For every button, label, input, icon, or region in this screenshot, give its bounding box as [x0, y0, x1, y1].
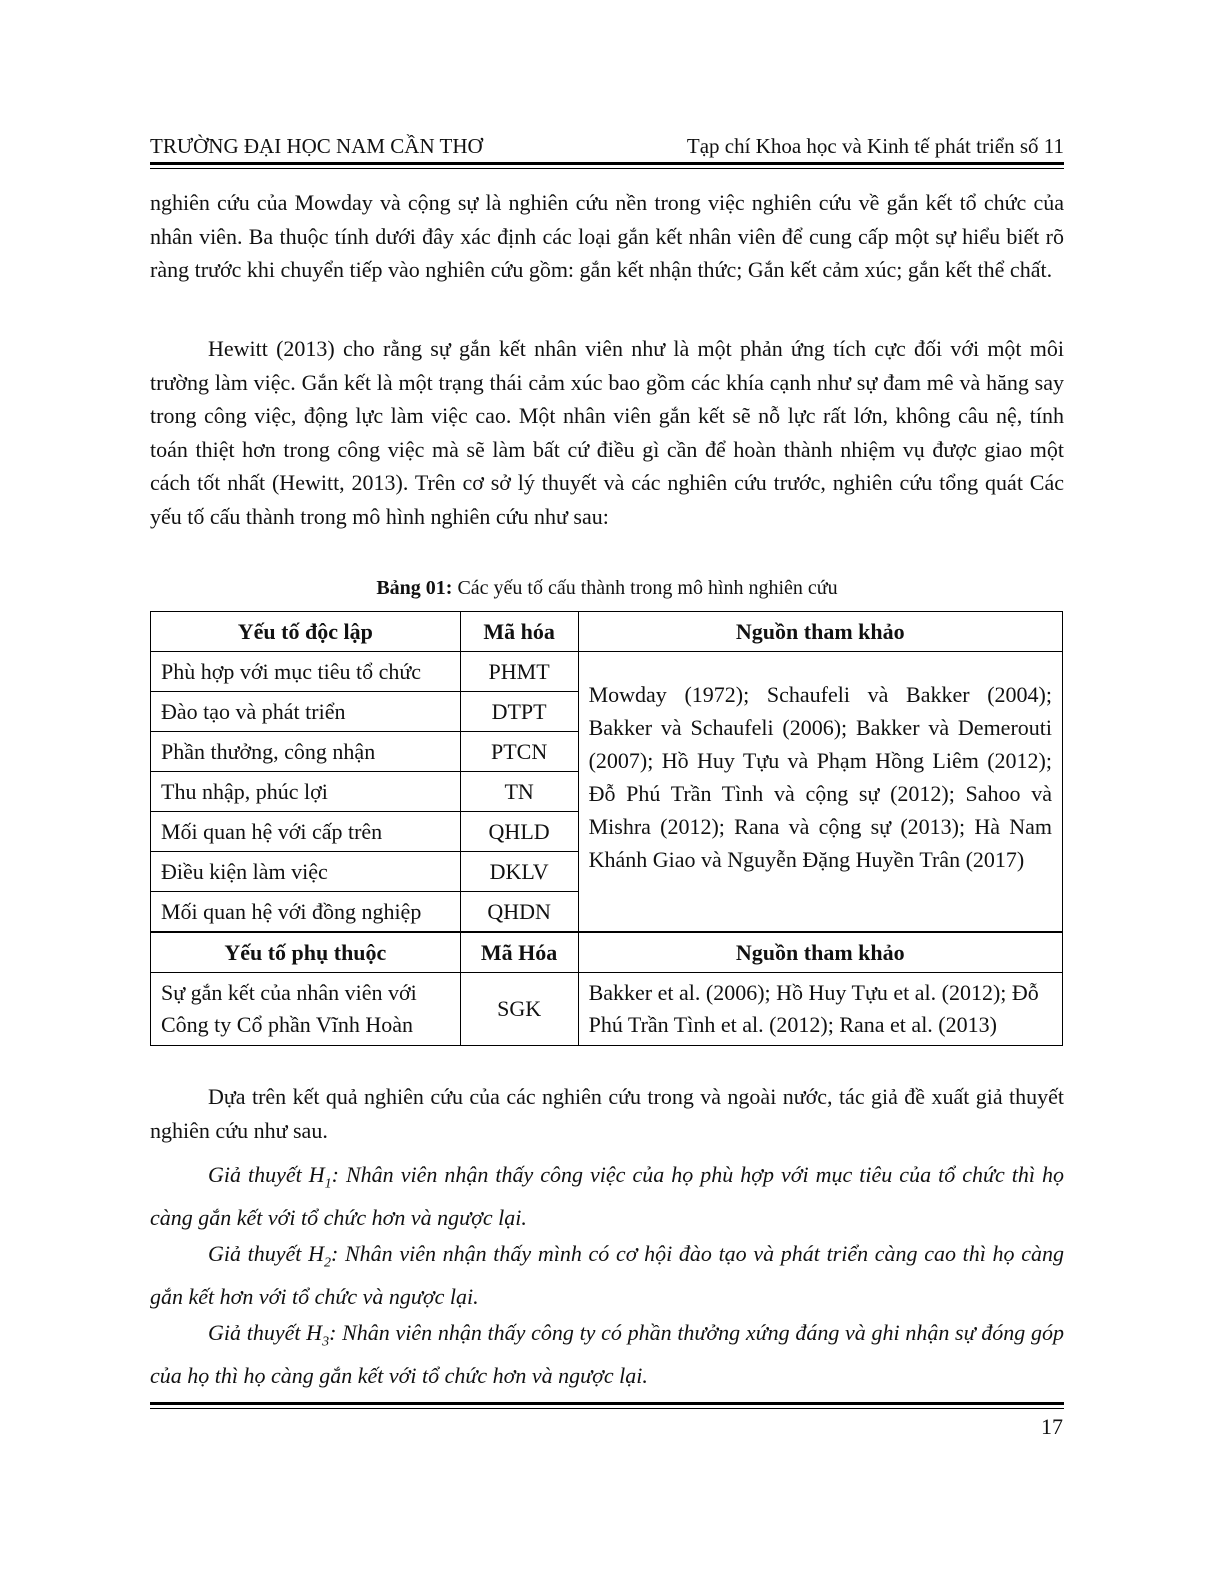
factor-cell: Đào tạo và phát triển: [151, 692, 461, 732]
code-cell: PTCN: [460, 732, 578, 772]
dependent-code-cell: SGK: [460, 973, 578, 1046]
code-cell: TN: [460, 772, 578, 812]
table-header-row-2: [151, 932, 1063, 973]
th-independent-factor: Yếu tố độc lập: [151, 612, 461, 652]
th-references-2: Nguồn tham khảo: [578, 932, 1062, 973]
page-number: 17: [1041, 1414, 1063, 1439]
th-code-2: Mã Hóa: [460, 932, 578, 973]
references-cell: Mowday (1972); Schaufeli và Bakker (2004); Bakker và Schaufeli (2006); Bakker và Demerouti (2007); Hồ Huy Tựu và Phạm Hồng Liêm (2012); Đỗ Phú Trần Tình và cộng sự (2012); Sahoo và Mishra (2012); Rana và cộng sự (2013); Hà Nam Khánh Giao và Nguyễn Đặng Huyền Trân (2017): [578, 652, 1062, 933]
dependent-factor-cell: Sự gắn kết của nhân viên với Công ty Cổ phần Vĩnh Hoàn: [151, 973, 461, 1046]
factor-cell: Điều kiện làm việc: [151, 852, 461, 892]
code-cell: DKLV: [460, 852, 578, 892]
dependent-references-cell: Bakker et al. (2006); Hồ Huy Tựu et al. (2012); Đỗ Phú Trần Tình et al. (2012); Rana et al. (2013): [578, 973, 1062, 1046]
th-references: Nguồn tham khảo: [578, 612, 1062, 652]
hypothesis-2-text: : Nhân viên nhận thấy mình có cơ hội đào tạo và phát triển càng cao thì họ càng gắn kết hơn với tổ chức và ngược lại.: [150, 1241, 1064, 1309]
factor-cell: Thu nhập, phúc lợi: [151, 772, 461, 812]
hypothesis-1: [150, 1158, 1064, 1234]
paragraph-1: nghiên cứu của Mowday và cộng sự là nghiên cứu nền trong việc nghiên cứu về gắn kết tổ chức của nhân viên. Ba thuộc tính dưới đây xác định các loại gắn kết nhân viên để cung cấp một sự hiểu biết rõ ràng trước khi chuyển tiếp vào nghiên cứu gồm: gắn kết nhận thức; Gắn kết cảm xúc; gắn kết thể chất.: [150, 190, 1064, 282]
paragraph-2: Hewitt (2013) cho rằng sự gắn kết nhân viên như là một phản ứng tích cực đối với một môi trường làm việc. Gắn kết là một trạng thái cảm xúc bao gồm các khía cạnh như sự đam mê và hăng say trong công việc, động lực làm việc cao. Một nhân viên gắn kết sẽ nỗ lực rất lớn, không câu nệ, tính toán thiệt hơn trong công việc mà sẽ làm bất cứ điều gì cần để hoàn thành nhiệm vụ được giao một cách tốt nhất (Hewitt, 2013). Trên cơ sở lý thuyết và các nghiên cứu trước, nghiên cứu tổng quát Các yếu tố cấu thành trong mô hình nghiên cứu như sau:: [150, 336, 1064, 529]
factor-cell: Mối quan hệ với cấp trên: [151, 812, 461, 852]
header-university: TRƯỜNG ĐẠI HỌC NAM CẦN THƠ: [150, 134, 483, 158]
table-caption-text: Các yếu tố cấu thành trong mô hình nghiên cứu: [452, 577, 838, 599]
header-rule-thin: [150, 168, 1064, 169]
factors-table: [150, 611, 1063, 1046]
hypothesis-2-prefix: Giả thuyết H: [208, 1241, 324, 1266]
hypothesis-3-text: : Nhân viên nhận thấy công ty có phần thưởng xứng đáng và ghi nhận sự đóng góp của họ thì họ càng gắn kết với tổ chức hơn và ngược lại.: [150, 1320, 1064, 1388]
header-journal: Tạp chí Khoa học và Kinh tế phát triển số 11: [686, 134, 1064, 158]
hypothesis-2-subscript: 2: [323, 1255, 331, 1271]
table-row: [151, 652, 1063, 692]
th-dependent-factor: Yếu tố phụ thuộc: [151, 932, 461, 973]
header-rule: [150, 162, 1064, 165]
code-cell: PHMT: [460, 652, 578, 692]
hypothesis-3: [150, 1316, 1064, 1392]
running-header: [150, 130, 1064, 162]
factor-cell: Phần thưởng, công nhận: [151, 732, 461, 772]
hypothesis-3-prefix: Giả thuyết H: [208, 1320, 323, 1345]
table-caption-label: Bảng 01:: [376, 577, 453, 599]
paragraph-3: Dựa trên kết quả nghiên cứu của các nghiên cứu trong và ngoài nước, tác giả đề xuất giả thuyết nghiên cứu như sau.: [150, 1084, 1064, 1143]
table-header-row: [151, 612, 1063, 652]
code-cell: DTPT: [460, 692, 578, 732]
hypothesis-2: [150, 1237, 1064, 1313]
hypothesis-1-text: : Nhân viên nhận thấy công việc của họ phù hợp với mục tiêu của tổ chức thì họ càng gắn kết với tổ chức hơn và ngược lại.: [150, 1162, 1064, 1230]
th-code: Mã hóa: [460, 612, 578, 652]
factor-cell: Phù hợp với mục tiêu tổ chức: [151, 652, 461, 692]
hypothesis-3-subscript: 3: [322, 1334, 330, 1350]
table-row-dependent: [151, 973, 1063, 1046]
footer-rule-thin: [150, 1408, 1064, 1409]
code-cell: QHLD: [460, 812, 578, 852]
hypothesis-1-prefix: Giả thuyết H: [208, 1162, 325, 1187]
table-caption: [150, 573, 1064, 603]
footer-rule: [150, 1402, 1064, 1405]
factor-cell: Mối quan hệ với đồng nghiệp: [151, 892, 461, 933]
hypothesis-1-subscript: 1: [324, 1176, 332, 1192]
code-cell: QHDN: [460, 892, 578, 933]
